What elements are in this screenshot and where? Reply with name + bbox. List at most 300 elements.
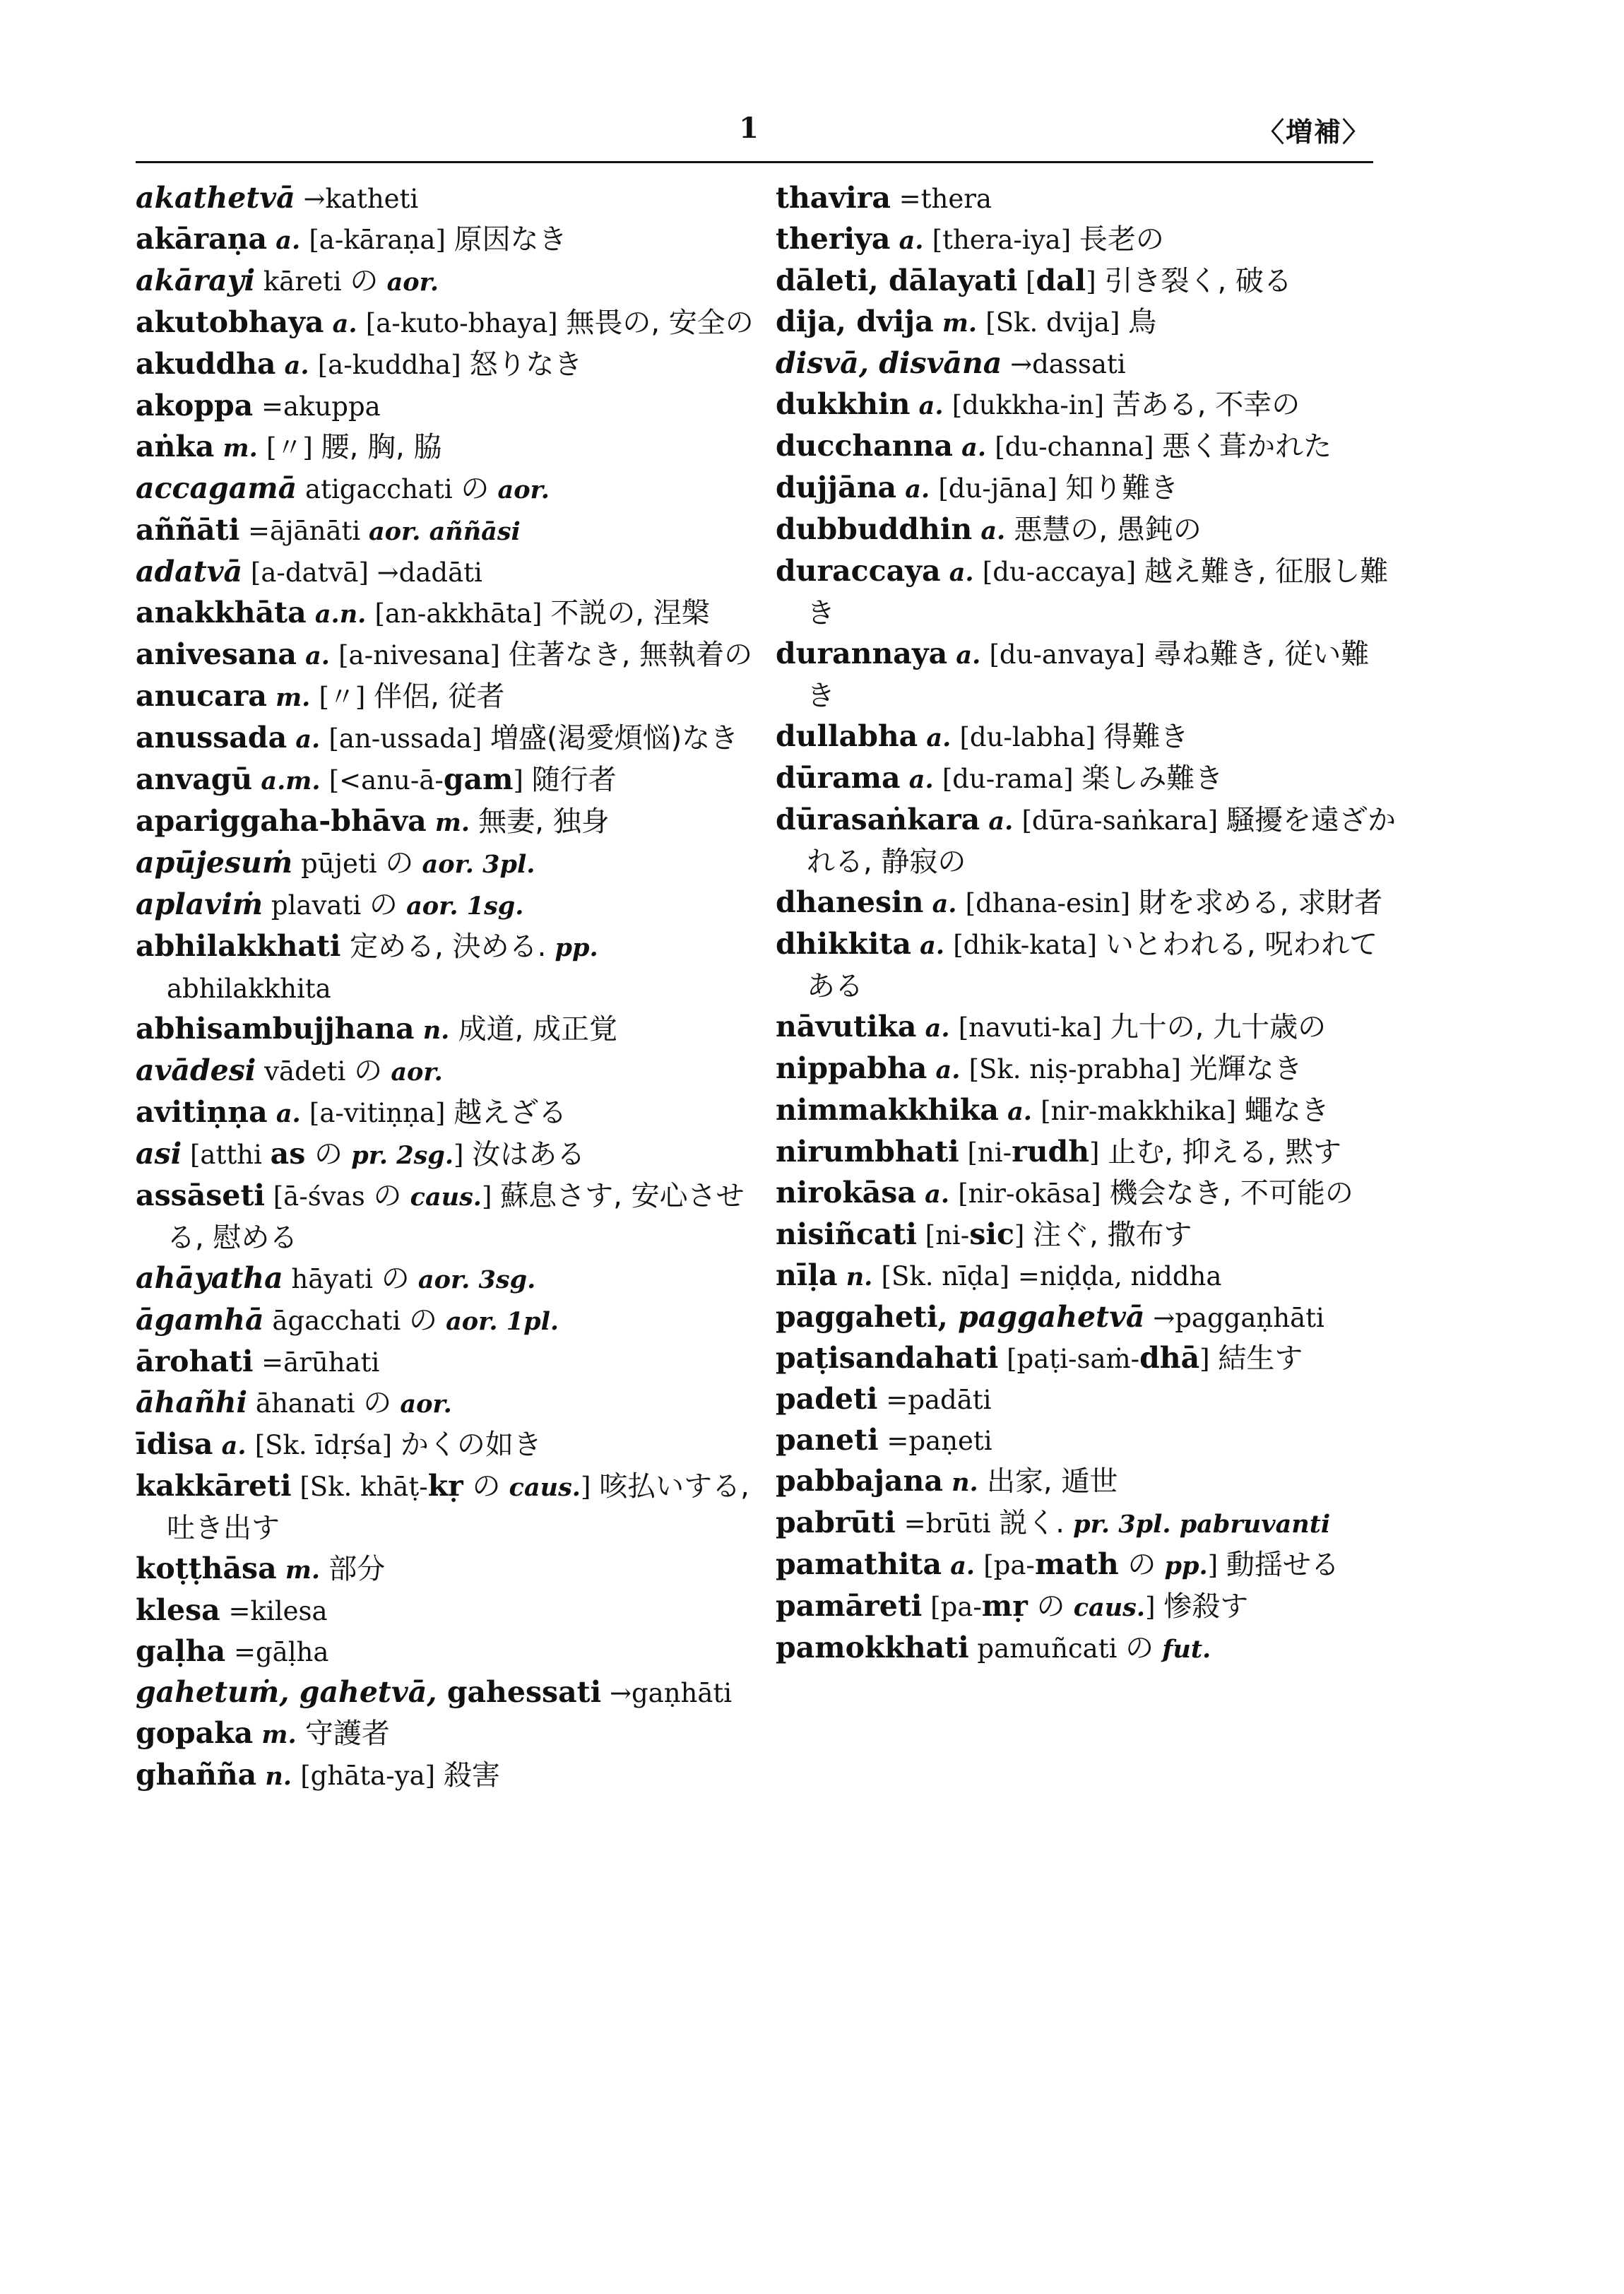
- grammar-label: aor. 3pl.: [413, 850, 535, 879]
- headword: gam: [443, 762, 514, 796]
- dictionary-entry: [136, 718, 757, 759]
- grammar-label: a.: [940, 558, 983, 587]
- etymology: [du-anvaya]: [989, 639, 1154, 670]
- dictionary-entry: [136, 1176, 757, 1258]
- japanese-gloss: 注ぐ, 撒布す: [1033, 1219, 1192, 1251]
- etymology: [: [1017, 266, 1036, 297]
- headword: klesa: [136, 1593, 220, 1627]
- headword: thavira: [776, 181, 891, 215]
- dictionary-entry: [776, 758, 1397, 800]
- dictionary-entry: [136, 386, 757, 427]
- headword: dija, dvija: [776, 305, 934, 338]
- headword: pamokkhati: [776, 1631, 969, 1665]
- headword: nirokāsa: [776, 1176, 916, 1210]
- reference: hāyati: [283, 1264, 381, 1294]
- etymology: [du-jāna]: [938, 473, 1066, 504]
- dictionary-entry: [776, 1297, 1397, 1338]
- headword: anakkhāta: [136, 596, 307, 629]
- dictionary-entry: [136, 1755, 757, 1797]
- dictionary-entry: [776, 509, 1397, 551]
- dictionary-entry: [136, 1672, 757, 1713]
- reference: abhilakkhita: [167, 974, 331, 1004]
- reference: →dadāti: [368, 557, 482, 588]
- japanese-gloss: 止む, 抑える, 黙す: [1108, 1136, 1342, 1169]
- dictionary-entry: [136, 1342, 757, 1383]
- japanese-gloss: 知り難き: [1065, 472, 1179, 504]
- dictionary-entry: [776, 1090, 1397, 1132]
- etymology: ]: [1207, 1550, 1226, 1580]
- japanese-gloss: 鳥: [1128, 306, 1157, 338]
- etymology: [Sk. niṣ-prabha]: [968, 1054, 1190, 1084]
- japanese-gloss: 伴侶, 従者: [374, 680, 505, 713]
- grammar-label: a.: [923, 889, 966, 918]
- headword: aṅka: [136, 430, 215, 463]
- dictionary-entry: [776, 302, 1397, 343]
- headword: koṭṭhāsa: [136, 1551, 277, 1585]
- headword: anvagū: [136, 762, 253, 796]
- reference: atigacchati: [297, 474, 461, 504]
- dictionary-entry: [136, 926, 757, 1009]
- etymology: [Sk. dvija]: [985, 307, 1129, 338]
- headword: durannaya: [776, 637, 948, 670]
- etymology: [〃]: [266, 432, 321, 463]
- dictionary-entry: [776, 1420, 1397, 1461]
- reference: =akuppa: [253, 391, 381, 422]
- dictionary-entry: [776, 882, 1397, 924]
- headword: anucara: [136, 679, 267, 713]
- grammar-label: a.m.: [252, 767, 329, 796]
- headword: dubbuddhin: [776, 512, 973, 546]
- grammar-label: a.: [942, 1551, 984, 1580]
- etymology: ]: [1089, 1137, 1108, 1168]
- dictionary-entry: [776, 716, 1397, 758]
- grammar-label: a.: [213, 1431, 255, 1460]
- dictionary-entry: [776, 1214, 1397, 1255]
- headword: gahessati: [437, 1675, 602, 1709]
- grammar-label: a.: [952, 433, 995, 462]
- reference: pamuñcati: [968, 1633, 1126, 1664]
- dictionary-entry: [776, 178, 1397, 219]
- grammar-label: pp.: [546, 933, 598, 962]
- headword: akutobhaya: [136, 305, 324, 339]
- dictionary-entry: [776, 384, 1397, 426]
- grammar-label: a.: [900, 765, 942, 794]
- reference: pūjeti: [292, 849, 386, 879]
- dictionary-entry: [136, 1134, 757, 1176]
- etymology: ]: [1014, 1220, 1033, 1251]
- headword: gopaka: [136, 1716, 254, 1750]
- headword: anivesana: [136, 637, 297, 671]
- japanese-gloss: の: [385, 847, 414, 880]
- section-label: 〈増補〉: [1257, 116, 1371, 148]
- dictionary-entry: [776, 1338, 1397, 1379]
- grammar-label: a.: [287, 725, 329, 754]
- reference: =ājānāti: [239, 516, 369, 546]
- headword: akoppa: [136, 389, 254, 422]
- etymology: [dūra-saṅkara]: [1021, 805, 1226, 836]
- headword: nisiñcati: [776, 1217, 917, 1251]
- etymology: [<anu-ā-: [328, 765, 444, 796]
- grammar-label: pr. 3pl. pabruvanti: [1064, 1510, 1331, 1539]
- headword: paṭisandahati: [776, 1341, 999, 1375]
- grammar-label: a.: [296, 642, 339, 670]
- reference: →dassati: [1002, 349, 1126, 379]
- headword: abhisambujjhana: [136, 1012, 415, 1046]
- dictionary-entry: [136, 1300, 757, 1342]
- dictionary-entry: [776, 343, 1397, 384]
- headword: mṛ: [981, 1589, 1028, 1623]
- headword: nāvutika: [776, 1010, 917, 1043]
- headword: pabbajana: [776, 1464, 943, 1498]
- headword: dullabha: [776, 719, 918, 753]
- headword: theriya: [776, 222, 891, 256]
- grammar-label: a.: [947, 641, 990, 670]
- japanese-gloss: 越え難き, 征服し難き: [807, 555, 1389, 629]
- dictionary-entry: [136, 178, 757, 219]
- header-rule: [136, 161, 1373, 163]
- dictionary-entry: [136, 634, 757, 676]
- grammar-label: aor.: [378, 268, 439, 297]
- headword: pamāreti: [776, 1589, 923, 1623]
- dictionary-entry: [776, 1007, 1397, 1048]
- japanese-gloss: いとわれる, 呪われてある: [807, 928, 1378, 1003]
- dictionary-entry: [776, 800, 1397, 882]
- reference: →gaṇhāti: [601, 1678, 733, 1708]
- etymology: [pa-: [983, 1550, 1035, 1580]
- headword: pamathita: [776, 1547, 942, 1581]
- reference: =padāti: [877, 1385, 992, 1415]
- japanese-gloss: 長老の: [1079, 223, 1164, 256]
- japanese-gloss: 悪く葺かれた: [1162, 430, 1332, 463]
- reference: =brūti: [895, 1508, 1000, 1539]
- headword: nirumbhati: [776, 1135, 959, 1169]
- japanese-gloss: 引き裂く, 破る: [1104, 265, 1292, 297]
- dictionary-entry: [776, 1379, 1397, 1420]
- headword: paneti: [776, 1423, 879, 1457]
- japanese-gloss: 腰, 胸, 脇: [321, 431, 442, 463]
- japanese-gloss: 蘇息さす, 安心させる, 慰める: [167, 1180, 745, 1254]
- dictionary-entry: [776, 1503, 1397, 1544]
- dictionary-entry: [136, 1258, 757, 1300]
- japanese-gloss: 結生す: [1218, 1342, 1303, 1375]
- headword-italic: paggahetvā: [947, 1300, 1145, 1334]
- grammar-label: a.: [972, 516, 1014, 545]
- dictionary-entry: [136, 1713, 757, 1755]
- japanese-gloss: 咳払いする, 吐き出す: [167, 1470, 749, 1544]
- grammar-label: caus.: [1065, 1593, 1146, 1622]
- dictionary-entry: [776, 1586, 1397, 1628]
- headword: ducchanna: [776, 429, 953, 463]
- grammar-label: a.: [918, 723, 960, 752]
- grammar-label: aor. aññāsi: [368, 517, 521, 546]
- reference: =kilesa: [220, 1596, 328, 1626]
- dictionary-entry: [776, 1544, 1397, 1586]
- etymology: [ā-śvas: [264, 1181, 374, 1212]
- etymology: [ghāta-ya]: [300, 1761, 444, 1791]
- japanese-gloss: の: [381, 1263, 410, 1295]
- grammar-label: n.: [942, 1468, 987, 1497]
- japanese-gloss: 悪慧の, 愚鈍の: [1014, 514, 1202, 546]
- dictionary-entry: [136, 1383, 757, 1424]
- etymology: [〃]: [319, 682, 374, 712]
- headword: assāseti: [136, 1178, 265, 1212]
- reference: kāreti: [255, 266, 350, 297]
- reference: =niḍḍa, niddha: [1009, 1261, 1222, 1291]
- grammar-label: a.: [916, 1014, 959, 1043]
- grammar-label: aor. 3sg.: [409, 1265, 536, 1294]
- headword: dhanesin: [776, 885, 924, 919]
- grammar-label: m.: [276, 1556, 329, 1585]
- headword-italic: akārayi: [136, 264, 256, 297]
- dictionary-entry: [776, 924, 1397, 1007]
- dictionary-entry: [776, 634, 1397, 716]
- reference: =paṇeti: [878, 1426, 992, 1456]
- japanese-gloss: の: [463, 1470, 501, 1503]
- reference: āhanati: [247, 1388, 364, 1419]
- dictionary-entry: [776, 468, 1397, 509]
- headword: dhikkita: [776, 927, 911, 961]
- japanese-gloss: 楽しみ難き: [1081, 762, 1223, 795]
- etymology: ]: [1145, 1592, 1164, 1622]
- japanese-gloss: 汝はある: [472, 1138, 586, 1171]
- japanese-gloss: の: [354, 1055, 383, 1087]
- grammar-label: a.: [275, 351, 318, 380]
- reference: plavati: [263, 890, 369, 921]
- japanese-gloss: の: [1125, 1632, 1154, 1665]
- headword: kakkāreti: [136, 1469, 292, 1503]
- headword: as: [270, 1137, 306, 1171]
- japanese-gloss: 出家, 遁世: [986, 1465, 1118, 1498]
- dictionary-entry: [136, 801, 757, 843]
- headword: duraccaya: [776, 554, 941, 588]
- headword: nimmakkhika: [776, 1093, 999, 1127]
- japanese-gloss: の: [461, 473, 490, 505]
- etymology: [Sk. khāṭ-: [291, 1472, 428, 1502]
- grammar-label: a.: [896, 475, 939, 504]
- etymology: [dhana-esin]: [965, 888, 1139, 918]
- japanese-gloss: 無畏の, 安全の: [566, 307, 754, 339]
- etymology: [dukkha-in]: [952, 390, 1113, 420]
- reference: →paggaṇhāti: [1144, 1303, 1324, 1333]
- etymology: [an-ussada]: [328, 723, 491, 754]
- dictionary-entry: [136, 552, 757, 593]
- grammar-label: a.: [915, 1180, 959, 1209]
- headword-italic: gahetuṁ, gahetvā,: [136, 1675, 437, 1709]
- japanese-gloss: 得難き: [1103, 721, 1189, 753]
- japanese-gloss: 不説の, 涅槃: [550, 597, 710, 629]
- headword: dāleti, dālayati: [776, 264, 1018, 297]
- japanese-gloss: の: [363, 1387, 392, 1419]
- headword: dukkhin: [776, 387, 911, 421]
- headword-italic: accagamā: [136, 471, 297, 505]
- japanese-gloss: の: [1027, 1590, 1065, 1623]
- dictionary-entry: [776, 426, 1397, 468]
- headword: apariggaha-bhāva: [136, 804, 427, 838]
- headword: īdisa: [136, 1427, 213, 1461]
- grammar-label: a.n.: [306, 600, 375, 629]
- dictionary-entry: [136, 344, 757, 386]
- japanese-gloss: 九十の, 九十歳の: [1110, 1011, 1327, 1043]
- japanese-gloss: 住著なき, 無執着の: [508, 639, 753, 671]
- reference: =gāḷha: [225, 1637, 329, 1667]
- grammar-label: pp.: [1156, 1551, 1208, 1580]
- etymology: ]: [481, 1181, 501, 1212]
- etymology: [nir-okāsa]: [958, 1178, 1110, 1209]
- reference: vādeti: [256, 1056, 355, 1087]
- headword-italic: akathetvā: [136, 181, 295, 215]
- etymology: ]: [1199, 1344, 1219, 1374]
- headword: padeti: [776, 1382, 878, 1416]
- japanese-gloss: 越えざる: [454, 1096, 567, 1129]
- dictionary-entry: [776, 1255, 1397, 1297]
- headword: ārohati: [136, 1344, 254, 1378]
- dictionary-entry: [136, 510, 757, 552]
- dictionary-entry: [776, 261, 1397, 302]
- dictionary-entry: [136, 1631, 757, 1672]
- dictionary-entry: [136, 1009, 757, 1051]
- dictionary-entry: [136, 1051, 757, 1092]
- japanese-gloss: の: [408, 1304, 437, 1337]
- dictionary-entry: [136, 759, 757, 801]
- headword-italic: adatvā: [136, 555, 243, 589]
- etymology: [dhik-kata]: [953, 930, 1106, 960]
- grammar-label: pr. 2sg.: [343, 1141, 454, 1170]
- etymology: [du-channa]: [995, 432, 1163, 462]
- grammar-label: a.: [911, 931, 954, 960]
- etymology: [ni-: [916, 1220, 970, 1251]
- dictionary-entry: [776, 1173, 1397, 1214]
- grammar-label: a.: [998, 1097, 1041, 1126]
- grammar-label: n.: [256, 1762, 301, 1791]
- etymology: [thera-iya]: [932, 225, 1079, 255]
- grammar-label: aor. 1pl.: [437, 1307, 559, 1336]
- japanese-gloss: 怒りなき: [469, 348, 583, 381]
- headword: aññāti: [136, 513, 240, 547]
- etymology: [navuti-ka]: [958, 1012, 1110, 1043]
- etymology: [an-akkhāta]: [374, 598, 551, 629]
- dictionary-entry: [776, 551, 1397, 634]
- etymology: [a-nivesana]: [338, 640, 509, 670]
- etymology: [a-kuto-bhaya]: [365, 308, 567, 338]
- reference: āgacchati: [263, 1306, 409, 1336]
- headword: nippabha: [776, 1051, 927, 1085]
- headword: akāraṇa: [136, 222, 268, 256]
- japanese-gloss: 動揺せる: [1226, 1549, 1339, 1581]
- dictionary-entry: [136, 593, 757, 634]
- dictionary-entry: [136, 1466, 757, 1549]
- dictionary-entry: [136, 676, 757, 718]
- dictionary-entry: [136, 1549, 757, 1590]
- headword-italic: ahāyatha: [136, 1261, 283, 1295]
- headword-italic: asi: [136, 1137, 182, 1171]
- grammar-label: n.: [414, 1016, 458, 1045]
- grammar-label: aor. 1sg.: [397, 892, 524, 921]
- japanese-gloss: 財を求める, 求財者: [1138, 887, 1383, 919]
- japanese-gloss: 苦ある, 不幸の: [1112, 389, 1300, 421]
- etymology: [a-kuddha]: [317, 350, 470, 380]
- japanese-gloss: の: [373, 1180, 402, 1212]
- right-column: [776, 178, 1397, 1669]
- japanese-gloss: 蠅なき: [1244, 1094, 1329, 1127]
- grammar-label: m.: [266, 683, 319, 712]
- japanese-gloss: の: [369, 889, 398, 921]
- grammar-label: a.: [267, 1099, 309, 1128]
- grammar-label: a.: [910, 391, 952, 420]
- reference: =ārūhati: [253, 1347, 380, 1378]
- japanese-gloss: 原因なき: [454, 223, 567, 256]
- grammar-label: caus.: [500, 1473, 581, 1502]
- dictionary-entry: [136, 843, 757, 885]
- grammar-label: aor.: [489, 475, 550, 504]
- etymology: ]: [580, 1472, 600, 1502]
- headword-italic: aplaviṁ: [136, 887, 263, 921]
- etymology: [atthi: [182, 1140, 271, 1170]
- dictionary-entry: [776, 1132, 1397, 1173]
- etymology: [du-rama]: [942, 764, 1082, 794]
- etymology: [nir-makkhika]: [1041, 1096, 1245, 1126]
- dictionary-entry: [776, 219, 1397, 261]
- headword: avitiṇṇa: [136, 1095, 268, 1129]
- japanese-gloss: 守護者: [304, 1717, 390, 1750]
- japanese-gloss: の: [1118, 1549, 1156, 1581]
- etymology: [du-labha]: [959, 722, 1104, 752]
- grammar-label: m.: [253, 1720, 305, 1749]
- headword: paggaheti,: [776, 1300, 948, 1334]
- etymology: [Sk. nīḍa]: [881, 1261, 1010, 1291]
- japanese-gloss: 機会なき, 不可能の: [1109, 1177, 1353, 1210]
- left-column: [136, 178, 757, 1797]
- japanese-gloss: の: [305, 1138, 343, 1171]
- dictionary-entry: [776, 1628, 1397, 1669]
- headword-italic: āhañhi: [136, 1385, 248, 1419]
- dictionary-entry: [136, 261, 757, 302]
- japanese-gloss: 説く.: [999, 1507, 1065, 1539]
- japanese-gloss: 部分: [328, 1553, 386, 1585]
- japanese-gloss: かくの如き: [400, 1429, 542, 1461]
- headword: dūrama: [776, 761, 901, 795]
- dictionary-entry: [136, 1092, 757, 1134]
- etymology: [ni-: [959, 1137, 1012, 1168]
- grammar-label: n.: [837, 1263, 882, 1291]
- grammar-label: a.: [267, 226, 309, 255]
- grammar-label: a.: [980, 807, 1022, 836]
- headword: kṛ: [427, 1469, 463, 1503]
- grammar-label: a.: [324, 309, 366, 338]
- dictionary-entry: [136, 1424, 757, 1466]
- headword: ghañña: [136, 1758, 257, 1792]
- headword: rudh: [1012, 1135, 1089, 1169]
- headword-italic: disvā, disvāna: [776, 346, 1002, 380]
- etymology: [Sk. īdṛśa]: [254, 1430, 401, 1460]
- headword: dūrasaṅkara: [776, 803, 980, 836]
- headword-italic: āgamhā: [136, 1303, 264, 1337]
- headword: gaḷha: [136, 1634, 226, 1668]
- etymology: [du-accaya]: [982, 557, 1144, 587]
- japanese-gloss: 光輝なき: [1189, 1053, 1303, 1085]
- dictionary-entry: [136, 885, 757, 926]
- headword-italic: apūjesuṁ: [136, 846, 293, 880]
- grammar-label: fut.: [1154, 1635, 1211, 1664]
- grammar-label: m.: [214, 434, 266, 463]
- etymology: [a-vitiṇṇa]: [309, 1098, 454, 1128]
- grammar-label: a.: [927, 1056, 969, 1084]
- japanese-gloss: 騒擾を遠ざかれる, 静寂の: [807, 804, 1396, 878]
- etymology: [paṭi-saṁ-: [998, 1344, 1140, 1374]
- japanese-gloss: 殺害: [443, 1759, 500, 1792]
- dictionary-entry: [136, 468, 757, 510]
- grammar-label: aor.: [391, 1390, 452, 1419]
- etymology: ]: [454, 1140, 473, 1170]
